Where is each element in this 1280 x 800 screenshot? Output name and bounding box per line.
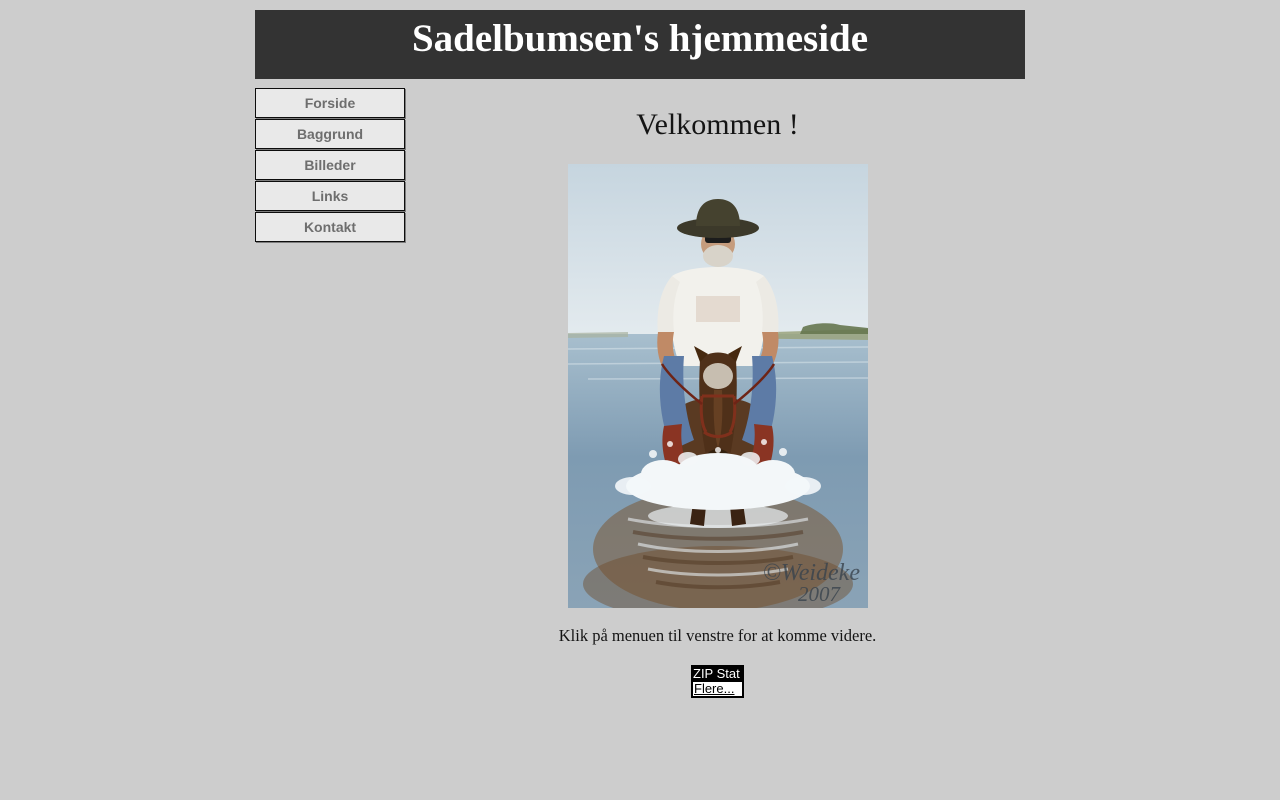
zipstat-title: ZIP Stat	[693, 666, 740, 681]
horse-rider-illustration	[568, 164, 868, 608]
horse-rider-photo	[568, 164, 868, 608]
photo-watermark-name: ©Weideke	[762, 560, 860, 586]
zipstat-link-row	[693, 682, 742, 696]
photo-watermark-year: 2007	[798, 582, 840, 606]
instruction-text: Klik på menuen til venstre for at komme videre.	[558, 626, 877, 645]
sidebar-menu	[255, 88, 405, 243]
welcome-heading: Velkommen !	[636, 108, 799, 141]
menu-item-forside[interactable]: Forside	[255, 88, 405, 118]
menu-item-kontakt[interactable]: Kontakt	[255, 212, 405, 242]
zipstat-more-link[interactable]: Flere...	[694, 681, 735, 696]
zipstat-counter	[691, 665, 744, 698]
site-title: Sadelbumsen's hjemmeside	[411, 17, 869, 60]
menu-item-links[interactable]: Links	[255, 181, 405, 211]
menu-item-baggrund[interactable]: Baggrund	[255, 119, 405, 149]
site-header	[255, 10, 1025, 79]
menu-item-billeder[interactable]: Billeder	[255, 150, 405, 180]
